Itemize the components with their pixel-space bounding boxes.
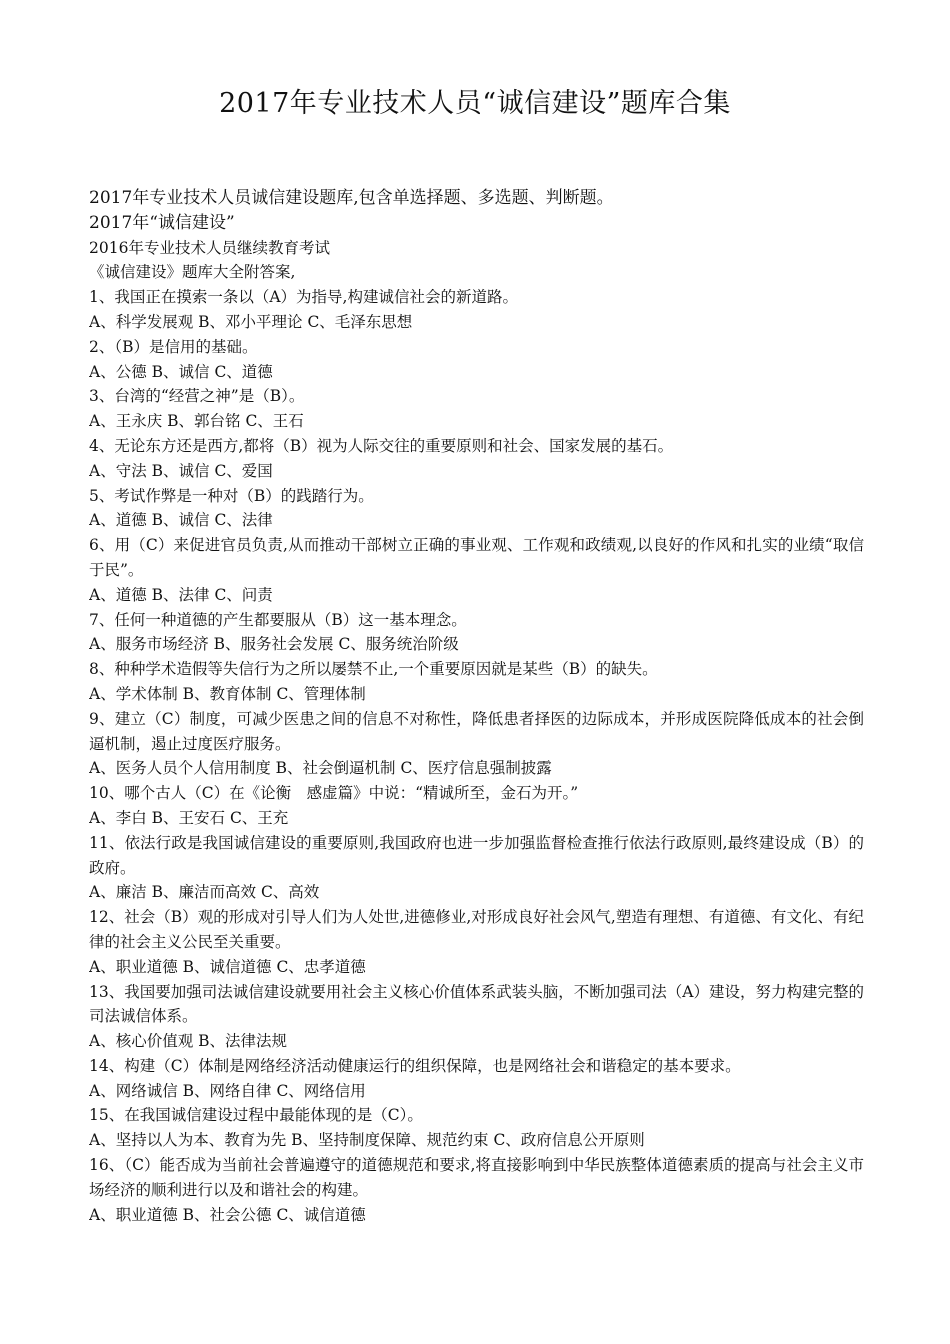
question-options: A、网络诚信 B、网络自律 C、网络信用 <box>89 1081 366 1100</box>
question-text: 1、我国正在摸索一条以（A）为指导,构建诚信社会的新道路。 <box>89 288 518 307</box>
question-text: 6、用（C）来促进官员负责,从而推动干部树立正确的事业观、工作观和政绩观,以良好的作风和扎实的业绩“取信于民”。 <box>89 536 864 579</box>
question-options: A、李白 B、王安石 C、王充 <box>89 808 289 827</box>
question-options: A、王永庆 B、郭台铭 C、王石 <box>89 412 304 431</box>
question-text: 14、构建（C）体制是网络经济活动健康运行的组织保障，也是网络社会和谐稳定的基本要求。 <box>89 1056 741 1075</box>
question-text: 8、种种学术造假等失信行为之所以屡禁不止,一个重要原因就是某些（B）的缺失。 <box>89 660 658 679</box>
intro-line: 2017年专业技术人员诚信建设题库,包含单选择题、多选题、判断题。 <box>89 188 614 208</box>
question-text: 12、社会（B）观的形成对引导人们为人处世,进德修业,对形成良好社会风气,塑造有理想、有道德、有文化、有纪律的社会主义公民至关重要。 <box>89 908 864 951</box>
intro-line: 2016年专业技术人员继续教育考试 <box>89 238 330 257</box>
question-options: A、医务人员个人信用制度 B、社会倒逼机制 C、医疗信息强制披露 <box>89 759 552 778</box>
question-text: 3、台湾的“经营之神”是（B）。 <box>89 387 305 406</box>
question-options: A、学术体制 B、教育体制 C、管理体制 <box>89 684 366 703</box>
document-title: 2017年专业技术人员“诚信建设”题库合集 <box>219 88 731 119</box>
question-text: 7、任何一种道德的产生都要服从（B）这一基本理念。 <box>89 610 467 629</box>
question-options: A、廉洁 B、廉洁而高效 C、高效 <box>89 883 320 902</box>
question-options: A、守法 B、诚信 C、爱国 <box>89 461 273 480</box>
question-text: 11、依法行政是我国诚信建设的重要原则,我国政府也进一步加强监督检查推行依法行政原则,最终建设成（B）的政府。 <box>89 833 864 877</box>
question-text: 10、哪个古人（C）在《论衡 感虚篇》中说：“精诚所至，金石为开。” <box>89 784 579 803</box>
question-options: A、公德 B、诚信 C、道德 <box>89 362 273 381</box>
question-text: 4、无论东方还是西方,都将（B）视为人际交往的重要原则和社会、国家发展的基石。 <box>89 436 674 455</box>
question-options: A、职业道德 B、诚信道德 C、忠孝道德 <box>89 957 366 976</box>
question-options: A、道德 B、诚信 C、法律 <box>89 511 273 530</box>
question-options: A、职业道德 B、社会公德 C、诚信道德 <box>89 1205 366 1224</box>
question-text: 5、考试作弊是一种对（B）的践踏行为。 <box>89 486 374 505</box>
document-body <box>89 186 864 1227</box>
question-options: A、坚持以人为本、教育为先 B、坚持制度保障、规范约束 C、政府信息公开原则 <box>89 1131 645 1150</box>
question-options: A、道德 B、法律 C、问责 <box>89 585 273 604</box>
question-text: 2、（B）是信用的基础。 <box>89 337 258 356</box>
question-text: 13、我国要加强司法诚信建设就要用社会主义核心价值体系武装头脑，不断加强司法（A）建设，努力构建完整的司法诚信体系。 <box>89 982 864 1026</box>
question-text: 15、在我国诚信建设过程中最能体现的是（C）。 <box>89 1106 423 1125</box>
question-options: A、科学发展观 B、邓小平理论 C、毛泽东思想 <box>89 312 413 331</box>
intro-line: 2017年“诚信建设” <box>89 212 235 233</box>
question-options: A、核心价值观 B、法律法规 <box>89 1032 288 1051</box>
question-text: 16、（C）能否成为当前社会普遍遵守的道德规范和要求,将直接影响到中华民族整体道德素质的提高与社会主义市场经济的顺利进行以及和谐社会的构建。 <box>89 1156 864 1199</box>
intro-line: 《诚信建设》题库大全附答案, <box>89 263 296 282</box>
question-text: 9、建立（C）制度，可减少医患之间的信息不对称性，降低患者择医的边际成本，并形成医院降低成本的社会倒逼机制，遏止过度医疗服务。 <box>89 709 864 753</box>
question-options: A、服务市场经济 B、服务社会发展 C、服务统治阶级 <box>89 635 459 654</box>
